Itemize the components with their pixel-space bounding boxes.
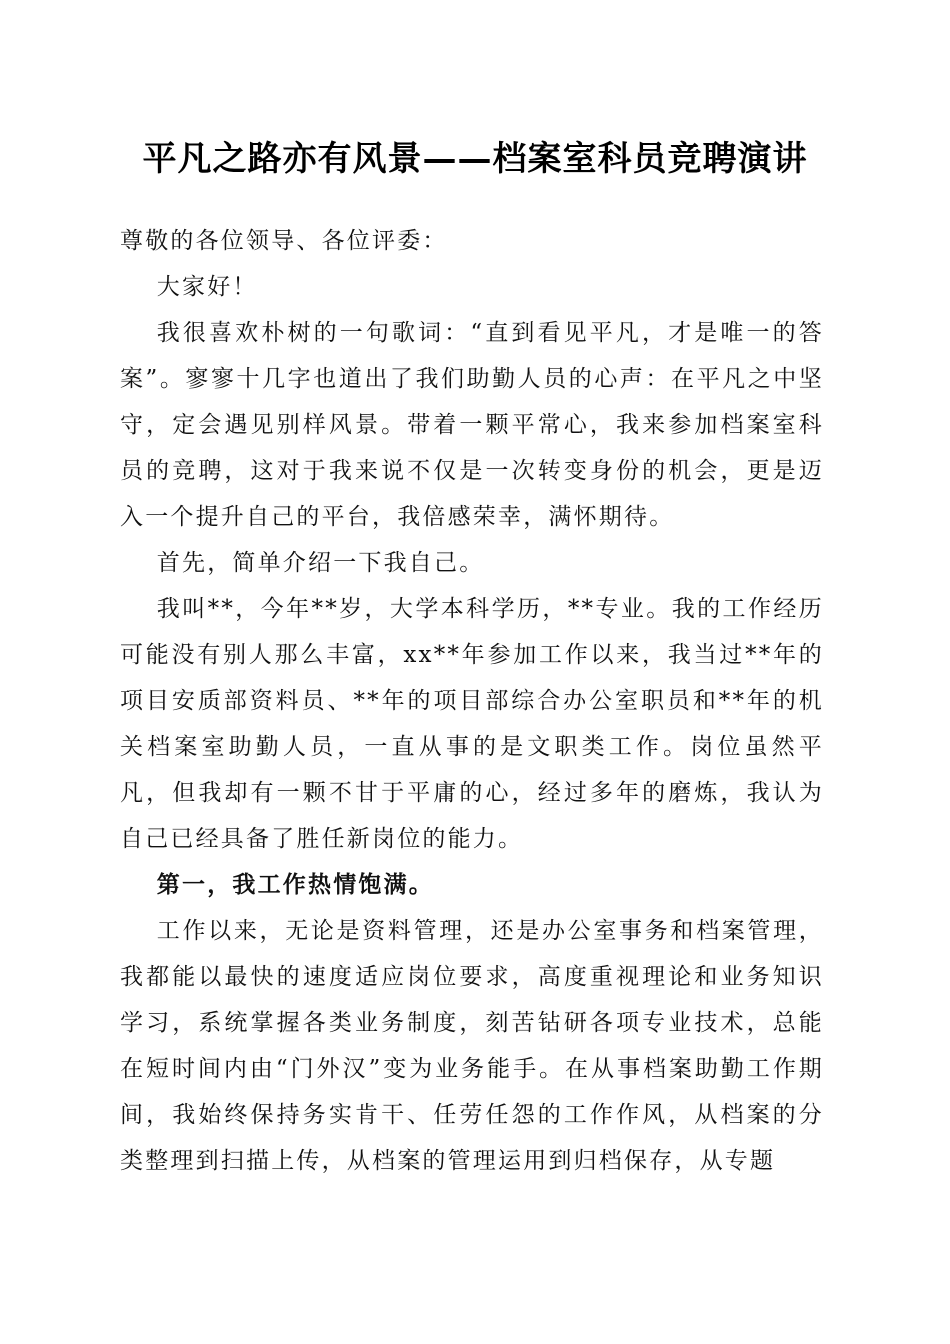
salutation: 尊敬的各位领导、各位评委： — [120, 228, 448, 254]
paragraph-work-enthusiasm: 工作以来，无论是资料管理，还是办公室事务和档案管理，我都能以最快的速度适应岗位要求，高度重视理论和业务知识学习，系统掌握各类业务制度，刻苦钻研各项专业技术，总能在短时间内由“门外汉”变为业务能手。在从事档案助勤工作期间，我始终保持务实肯干、任劳任怨的工作作风，从档案的分类整理到扫描上传，从档案的管理运用到归档保存，从专题 — [120, 918, 824, 1174]
paragraph-intro: 首先，简单介绍一下我自己。 — [156, 550, 485, 576]
document-body — [120, 218, 824, 1184]
paragraph-background: 我叫**，今年**岁，大学本科学历，**专业。我的工作经历可能没有别人那么丰富，xx**年参加工作以来，我当过**年的项目安质部资料员、**年的项目部综合办公室职员和**年的机关档案室助勤人员，一直从事的是文职类工作。岗位虽然平凡，但我却有一颗不甘于平庸的心，经过多年的磨炼，我认为自己已经具备了胜任新岗位的能力。 — [120, 596, 824, 852]
paragraph-opening: 我很喜欢朴树的一句歌词：“直到看见平凡，才是唯一的答案”。寥寥十几字也道出了我们助勤人员的心声：在平凡之中坚守，定会遇见别样风景。带着一颗平常心，我来参加档案室科员的竞聘，这对于我来说不仅是一次转变身份的机会，更是迈入一个提升自己的平台，我倍感荣幸，满怀期待。 — [120, 320, 824, 530]
document-title: 平凡之路亦有风景——档案室科员竞聘演讲 — [142, 139, 808, 179]
section-heading-first: 第一，我工作热情饱满。 — [156, 871, 434, 898]
greeting: 大家好！ — [156, 274, 258, 300]
